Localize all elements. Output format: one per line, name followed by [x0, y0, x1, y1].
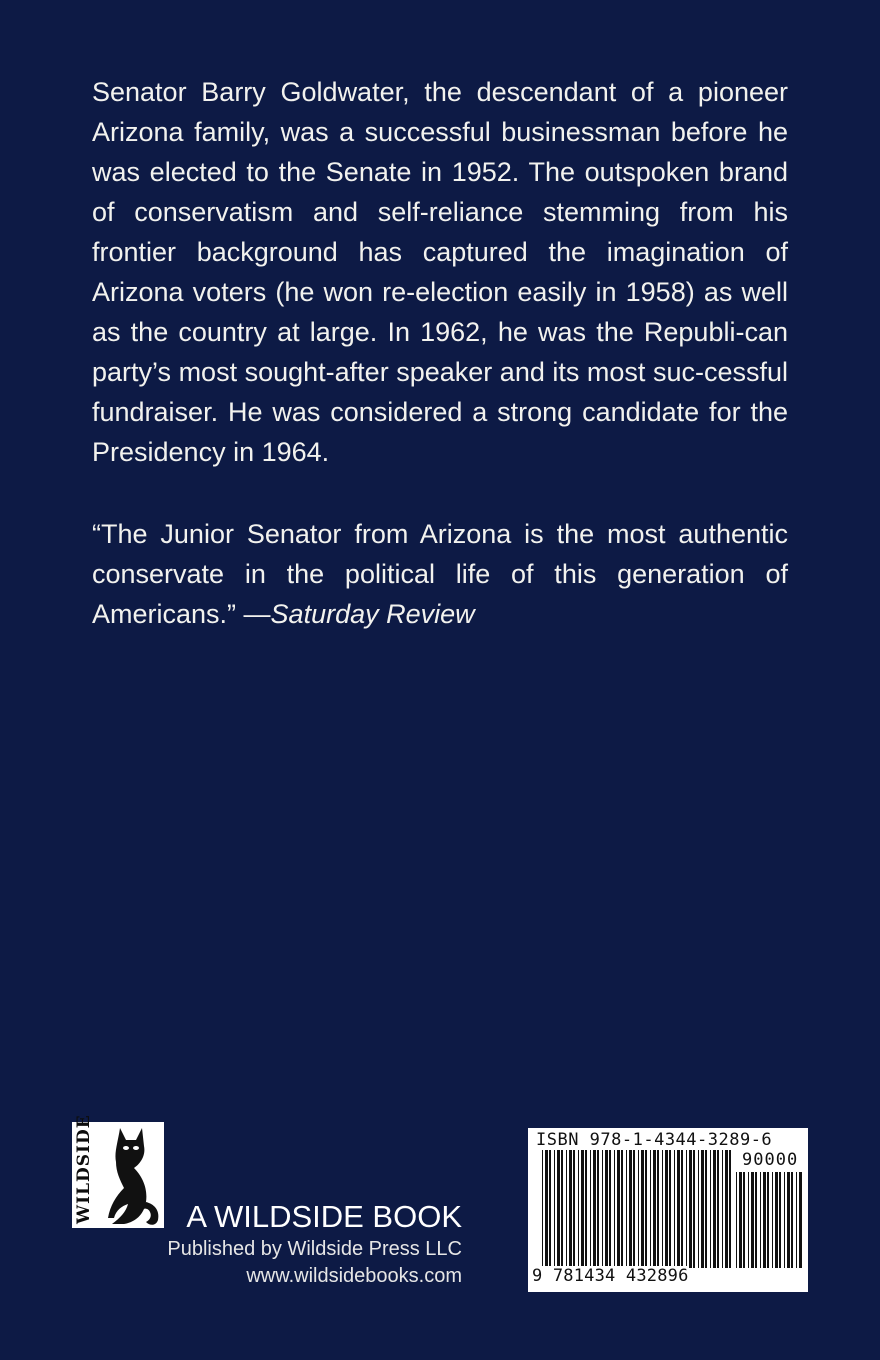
barcode-bar [784, 1172, 785, 1268]
barcode-bar [641, 1150, 644, 1268]
barcode-bar [677, 1150, 680, 1268]
barcode-bar [657, 1150, 659, 1268]
barcode-bar [569, 1150, 572, 1268]
isbn-label: ISBN 978-1-4344-3289-6 [536, 1130, 773, 1150]
barcode-bar [743, 1172, 745, 1268]
barcode-bar [725, 1150, 728, 1268]
barcode-bar [722, 1150, 723, 1268]
barcode-bar [751, 1172, 754, 1268]
barcode-bar [605, 1150, 608, 1268]
barcode-bar [621, 1150, 623, 1268]
barcode-bar [593, 1150, 596, 1268]
barcode-bar [653, 1150, 656, 1268]
barcode-bar [633, 1150, 635, 1268]
barcode-bar [693, 1150, 695, 1268]
barcode-digits: 9 781434 432896 [532, 1266, 689, 1286]
publisher-line: Published by Wildside Press LLC [167, 1238, 462, 1260]
barcode-bar [581, 1150, 584, 1268]
barcode-bar [578, 1150, 579, 1268]
barcode-bar [561, 1150, 563, 1268]
barcode-bar [573, 1150, 575, 1268]
barcode-bar [545, 1150, 548, 1268]
barcode-bar [626, 1150, 627, 1268]
barcode-bar [698, 1150, 699, 1268]
barcode-bar [609, 1150, 611, 1268]
barcode-bar [796, 1172, 797, 1268]
barcode-bar [787, 1172, 790, 1268]
barcode-bar [729, 1150, 731, 1268]
barcode-bar [549, 1150, 551, 1268]
barcode-bar [686, 1150, 687, 1268]
imprint-name: A WILDSIDE BOOK [186, 1199, 462, 1234]
barcode-bar [674, 1150, 675, 1268]
barcode-bar [650, 1150, 651, 1268]
barcode-bar [629, 1150, 632, 1268]
barcode-bar [689, 1150, 692, 1268]
barcode-bar [665, 1150, 668, 1268]
barcode-bar [748, 1172, 749, 1268]
barcode-bar [638, 1150, 639, 1268]
description-text: Senator Barry Goldwater, the descendant of a pioneer Arizona family, was a successful businessman before he was elected to the Senate in 1952. The outspoken brand of conservatism and self-reliance stemming from his frontier background has captured the imagination of Arizona voters (he won re-election easily in 1958) as well as the country at large. In 1962, he was the Republi-can party’s most sought-after speaker and its most suc-cessful fundraiser. He was considered a strong candidate for the Presidency in 1964. [92, 77, 788, 467]
barcode-bar [705, 1150, 707, 1268]
logo-wordmark: WILDSIDE [74, 1114, 94, 1224]
imprint-block [130, 1198, 462, 1290]
barcode-bar [617, 1150, 620, 1268]
barcode-bar [799, 1172, 802, 1268]
barcode-bar [614, 1150, 615, 1268]
barcode-bar [739, 1172, 742, 1268]
barcode-bar [779, 1172, 781, 1268]
barcode-bar [717, 1150, 719, 1268]
barcode-bar [736, 1172, 737, 1268]
barcode-bars [542, 1150, 732, 1268]
barcode-bar [566, 1150, 567, 1268]
barcode-bar [669, 1150, 671, 1268]
barcode-bar [713, 1150, 716, 1268]
quote-source: Saturday Review [270, 599, 475, 629]
barcode-bar [590, 1150, 591, 1268]
description-paragraph [92, 72, 788, 472]
barcode-bar [554, 1150, 555, 1268]
barcode-bar [585, 1150, 587, 1268]
barcode-bar [772, 1172, 773, 1268]
barcode-bar [645, 1150, 647, 1268]
review-quote [92, 514, 788, 634]
addon-barcode-bars [736, 1172, 802, 1268]
price-code: 90000 [742, 1150, 799, 1170]
barcode-bar [597, 1150, 599, 1268]
isbn-barcode [528, 1128, 808, 1292]
barcode-bar [602, 1150, 603, 1268]
barcode-bar [662, 1150, 663, 1268]
barcode-bar [755, 1172, 757, 1268]
barcode-bar [710, 1150, 711, 1268]
quote-text: “The Junior Senator from Arizona is the most authentic conservate in the political life of this generation of Americans.” — [92, 519, 788, 629]
barcode-bar [701, 1150, 704, 1268]
barcode-bar [767, 1172, 769, 1268]
barcode-bar [791, 1172, 793, 1268]
barcode-bar [557, 1150, 560, 1268]
barcode-bar [763, 1172, 766, 1268]
barcode-bar [760, 1172, 761, 1268]
barcode-bar [775, 1172, 778, 1268]
publisher-url: www.wildsidebooks.com [246, 1265, 462, 1287]
barcode-bar [681, 1150, 683, 1268]
barcode-bar [542, 1150, 543, 1268]
